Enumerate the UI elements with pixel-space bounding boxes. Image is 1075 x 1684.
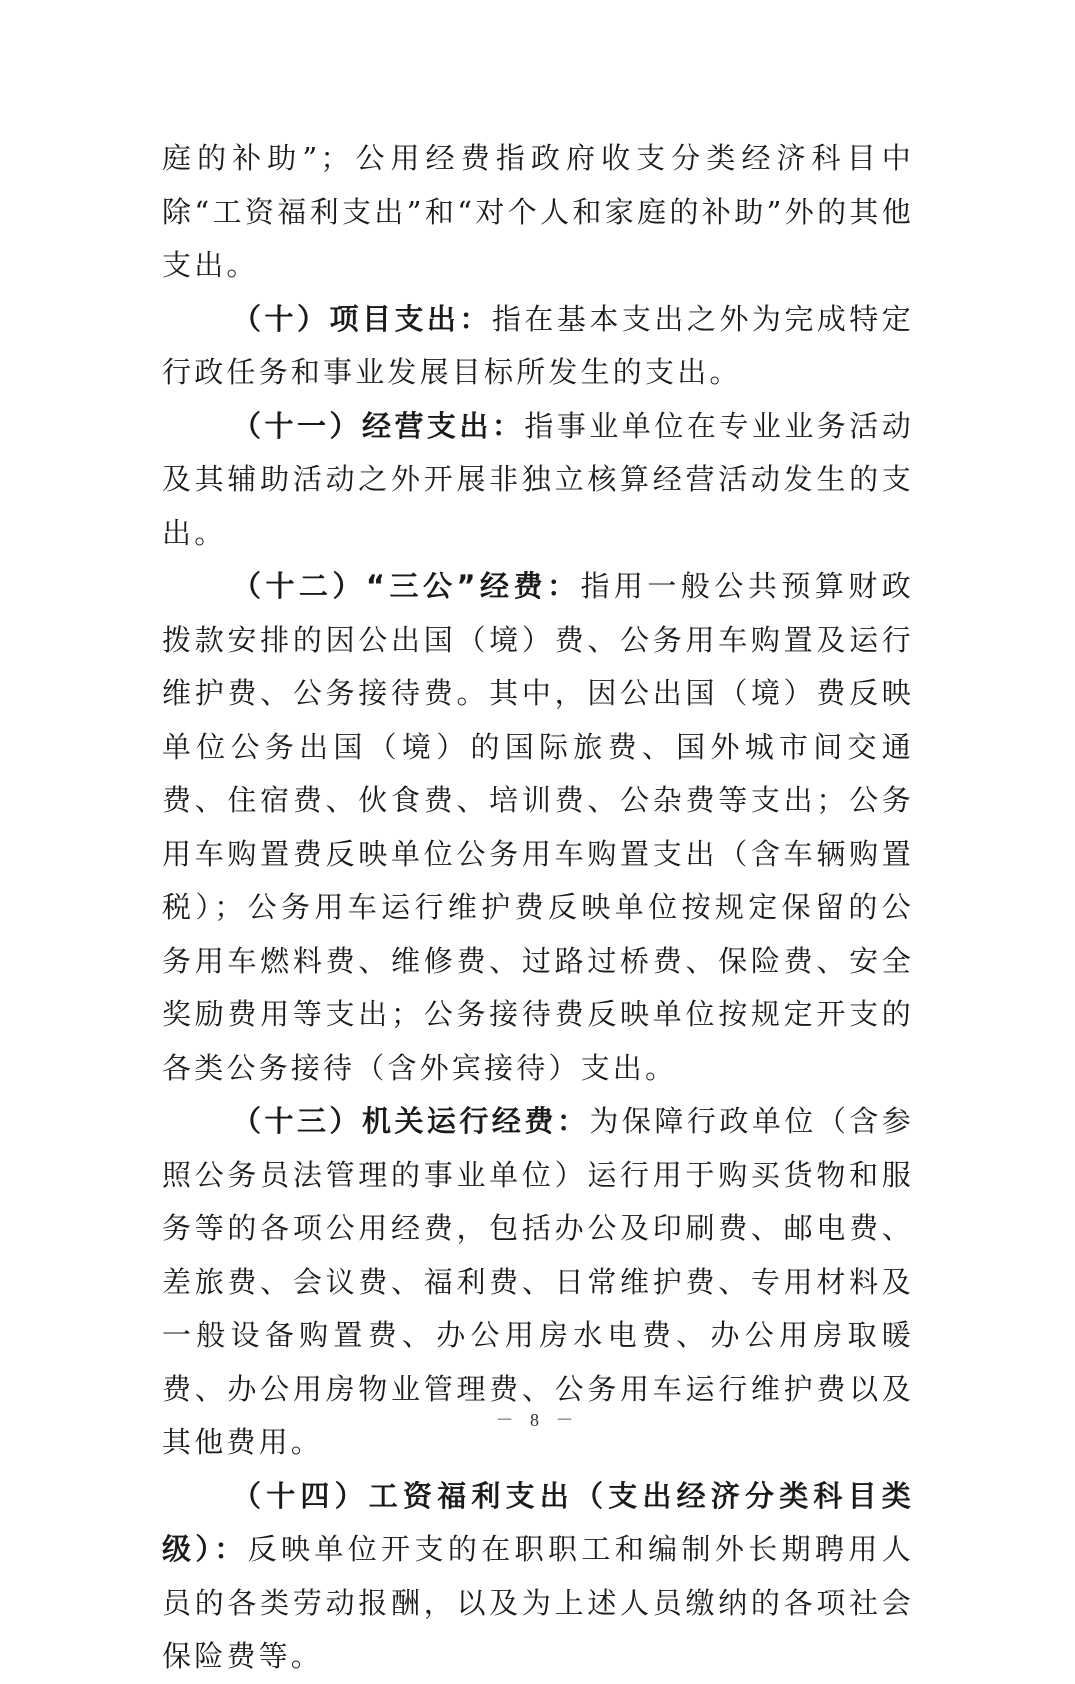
paragraph-continuation (162, 132, 914, 293)
document-page (162, 132, 914, 1684)
paragraph-body: 庭的补助”；公用经费指政府收支分类经济科目中除“工资福利支出”和“对个人和家庭的补助”外的其他支出。 (162, 141, 914, 282)
paragraph-operating-expenditure (162, 400, 914, 561)
paragraph-term: （十）项目支出： (232, 301, 492, 336)
paragraph-term: （十四）工资福利支出（支出经济分类科目类级）： (162, 1478, 914, 1566)
paragraph-body: 反映单位开支的在职职工和编制外长期聘用人员的各类劳动报酬，以及为上述人员缴纳的各项社会保险费等。 (162, 1532, 914, 1673)
paragraph-term: （十一）经营支出： (232, 408, 525, 443)
paragraph-body: 指事业单位在专业业务活动及其辅助活动之外开展非独立核算经营活动发生的支出。 (162, 408, 914, 550)
paragraph-term: （十二）“三公”经费： (232, 569, 581, 603)
page-number: － 8 － (495, 1410, 580, 1430)
paragraph-body: 指用一般公共预算财政拨款安排的因公出国（境）费、公务用车购置及运行维护费、公务接待费。其中，因公出国（境）费反映单位公务出国（境）的国际旅费、国外城市间交通费、住宿费、伙食费、培训费、公杂费等支出；公务用车购置费反映单位公务用车购置支出（含车辆购置税）；公务用车运行维护费反映单位按规定保留的公务用车燃料费、维修费、过路过桥费、保险费、安全奖励费用等支出；公务接待费反映单位按规定开支的各类公务接待（含外宾接待）支出。 (162, 569, 914, 1085)
paragraph-term: （十三）机关运行经费： (232, 1104, 590, 1138)
paragraph-project-expenditure (162, 293, 914, 400)
paragraph-body: 为保障行政单位（含参照公务员法管理的事业单位）运行用于购买货物和服务等的各项公用经费，包括办公及印刷费、邮电费、差旅费、会议费、福利费、日常维护费、专用材料及一般设备购置费、办公用房水电费、办公用房取暖费、办公用房物业管理费、公务用车运行维护费以及其他费用。 (162, 1104, 914, 1459)
paragraph-wage-welfare-expenditure (162, 1470, 914, 1684)
paragraph-three-public-expenses (162, 560, 914, 1095)
paragraph-body: 指在基本支出之外为完成特定行政任务和事业发展目标所发生的支出。 (162, 301, 914, 389)
